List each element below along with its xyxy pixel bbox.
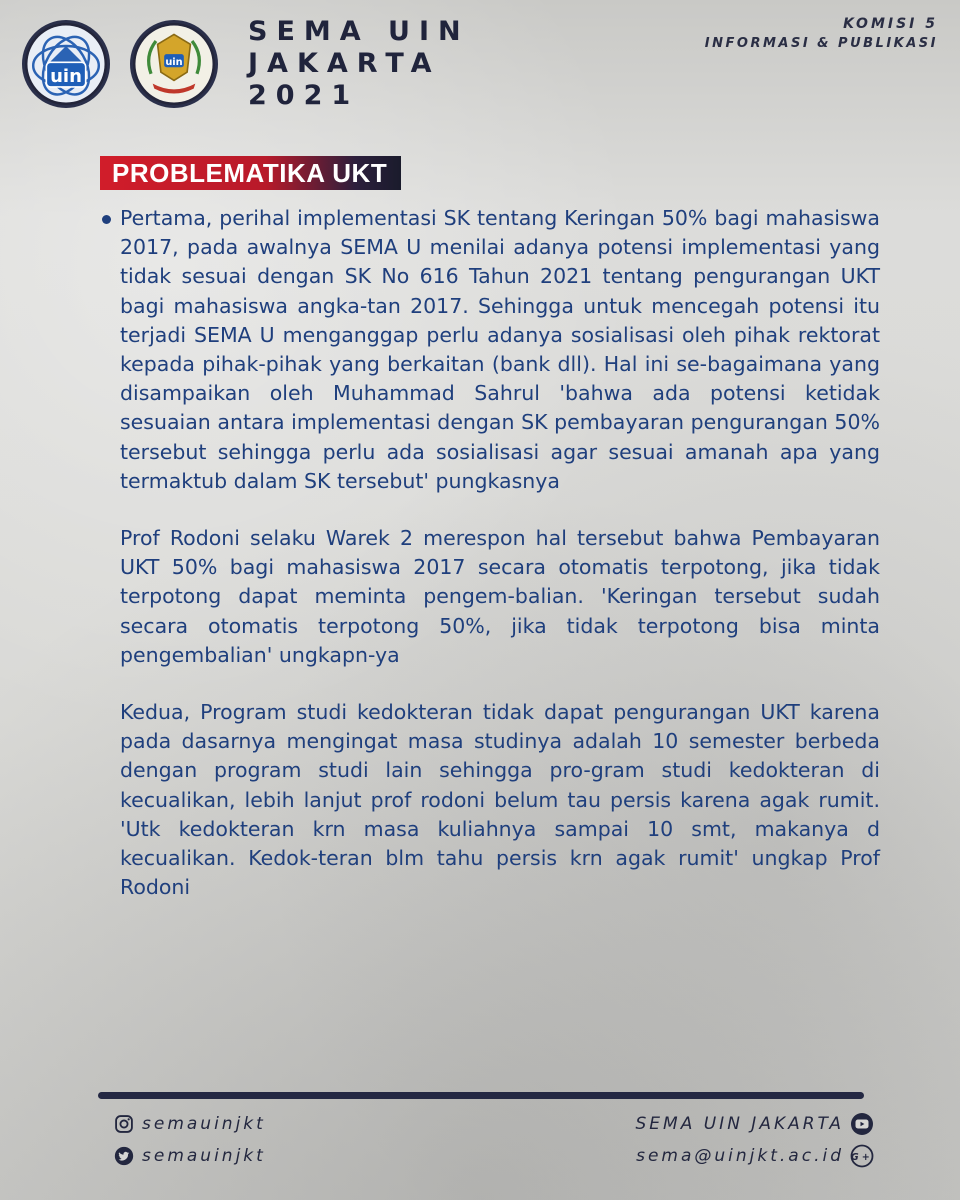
uin-logo-text: uin	[50, 66, 82, 88]
paragraph: Prof Rodoni selaku Warek 2 merespon hal tersebut bahwa Pembayaran UKT 50% bagi mahasiswa 2017 secara otomatis terpotong, jika tidak terpotong dapat meminta pengem-balian. 'Keringan tersebut sudah secara otomatis terpotong 50%, jika tidak terpotong bisa minta pengembalian' ungkapn-ya	[120, 526, 880, 667]
youtube-channel[interactable]	[636, 1114, 845, 1134]
email-text: sema@uinjkt.ac.id	[636, 1146, 844, 1166]
title-line: JAKARTA	[248, 48, 441, 79]
paragraph: Pertama, perihal implementasi SK tentang Keringan 50% bagi mahasiswa 2017, pada awalnya SEMA U menilai adanya potensi implementasi yang tidak sesuai dengan SK No 616 Tahun 2021 tentang pengurangan UKT bagi mahasiswa angka-tan 2017. Sehingga untuk mencegah potensi itu terjadi SEMA U menganggap perlu adanya sosialisasi oleh pihak rektorat kepada pihak-pihak yang berkaitan (bank dll). Hal ini se-bagaimana yang disampaikan oleh Muhammad Sahrul 'bahwa ada potensi ketidak sesuaian antara implementasi dengan SK pembayaran pengurangan 50% tersebut sehingga perlu ada sosialisasi agar sesuai amanah apa yang termaktub dalam SK tersebut' pungkasnya	[120, 206, 880, 493]
komisi-name: KOMISI 5	[843, 16, 938, 32]
organization-title	[248, 16, 470, 112]
commission-label	[705, 14, 938, 54]
google-plus-icon	[850, 1144, 874, 1168]
email-contact[interactable]	[636, 1146, 873, 1166]
instagram-icon	[114, 1114, 134, 1134]
uin-logo	[22, 20, 110, 108]
footer-divider	[98, 1092, 864, 1099]
twitter-icon	[114, 1146, 134, 1166]
paragraph: Kedua, Program studi kedokteran tidak dapat pengurangan UKT karena pada dasarnya mengingat masa studinya adalah 10 semester berbeda dengan program studi lain sehingga pro-gram studi kedokteran di kecualikan, lebih lanjut prof rodoni belum tau persis karena agak rumit. 'Utk kedokteran krn masa kuliahnya sampai 10 smt, makanya d kecualikan. Kedok-teran blm tahu persis krn agak rumit' ungkap Prof Rodoni	[120, 700, 880, 900]
sema-logo	[130, 20, 218, 108]
division-name: INFORMASI & PUBLIKASI	[704, 36, 938, 51]
title-line: 2021	[248, 80, 360, 111]
sema-logo-text: uin	[165, 56, 183, 68]
twitter-handle[interactable]	[114, 1146, 266, 1166]
youtube-text: SEMA UIN JAKARTA	[635, 1114, 844, 1134]
article-body	[120, 204, 880, 930]
svg-text:G+: G+	[850, 1151, 873, 1163]
section-label: PROBLEMATIKA UKT	[100, 156, 401, 190]
youtube-icon	[850, 1112, 874, 1136]
instagram-text: semauinjkt	[142, 1114, 266, 1134]
title-line: SEMA UIN	[248, 16, 470, 47]
twitter-text: semauinjkt	[142, 1146, 266, 1166]
bullet-icon	[102, 215, 111, 224]
instagram-handle[interactable]	[114, 1114, 266, 1134]
